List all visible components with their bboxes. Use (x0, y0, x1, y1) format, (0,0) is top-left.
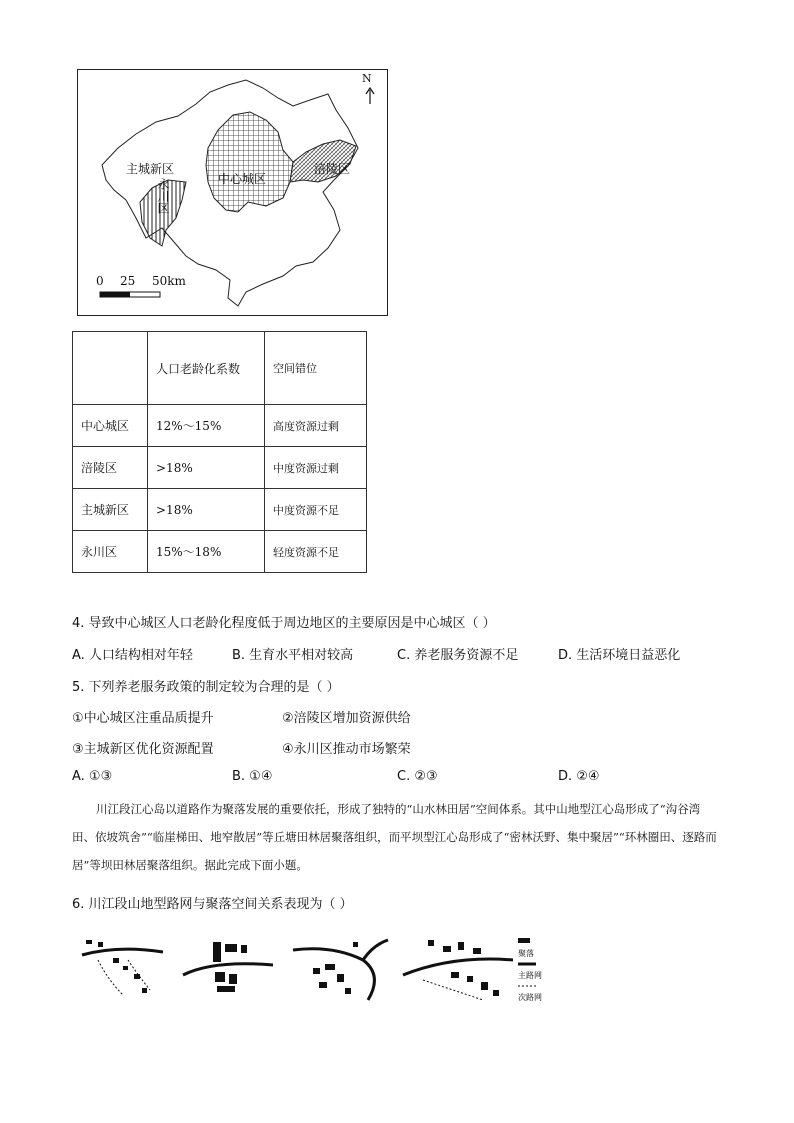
north-label: N (362, 72, 372, 85)
table-header-cell: 空间错位 (265, 332, 367, 405)
scale-end: 50km (152, 274, 186, 288)
table-cell: 中心城区 (73, 405, 148, 447)
table-cell: 主城新区 (73, 489, 148, 531)
table-cell: 15%～18% (148, 531, 265, 573)
q5-item-4: ④永川区推动市场繁荣 (282, 742, 411, 757)
q5-option-d: D. ②④ (558, 769, 600, 784)
q5-item-2: ②涪陵区增加资源供给 (282, 711, 411, 726)
q5-option-c: C. ②③ (397, 769, 438, 784)
yongchuan-label: 永川区 (156, 178, 170, 214)
q5-option-a: A. ①③ (72, 769, 113, 784)
table-cell: 高度资源过剩 (265, 405, 367, 447)
fuling-label: 涪陵区 (314, 162, 351, 176)
q5-stem: 5. 下列养老服务政策的制定较为合理的是（ ） (72, 680, 340, 695)
scale-zero: 0 (96, 274, 104, 288)
table-row (73, 489, 367, 531)
table-cell: 永川区 (73, 531, 148, 573)
table-cell: 轻度资源不足 (265, 531, 367, 573)
table-row (73, 405, 367, 447)
legend (518, 938, 542, 1002)
q5-item-1: ①中心城区注重品质提升 (72, 711, 214, 726)
table-header-row (73, 332, 367, 405)
legend-settlement: 聚落 (518, 949, 534, 958)
table-cell: 12%～15% (148, 405, 265, 447)
diagram-a (82, 940, 163, 995)
passage-text: 川江段江心岛以道路作为聚落发展的重要依托，形成了独特的“山水林田居”空间体系。其中山地型江心岛形成了“沟谷湾田、依坡筑舍”“临崖梯田、地窄散居”等丘塘田林居聚落组织，而平坝型江心岛形成了“密林沃野、集中聚居”“环林圈田、逐路而居”等坝田林居聚落组织。据此完成下面小题。 (72, 802, 717, 872)
q4-option-c: C. 养老服务资源不足 (397, 648, 519, 663)
q6-stem: 6. 川江段山地型路网与聚落空间关系表现为（ ） (72, 897, 353, 912)
zhucheng-label: 主城新区 (126, 162, 175, 176)
table-row (73, 531, 367, 573)
settlement-diagrams (78, 930, 558, 1010)
q5-option-b: B. ①④ (232, 769, 273, 784)
diagram-b (183, 942, 273, 992)
legend-main-road: 主路网 (518, 971, 542, 980)
diagram-d (403, 940, 513, 1000)
q5-item-3: ③主城新区优化资源配置 (72, 742, 214, 757)
table-header-cell (73, 332, 148, 405)
q4-stem: 4. 导致中心城区人口老龄化程度低于周边地区的主要原因是中心城区（ ） (72, 616, 496, 631)
q4-option-b: B. 生育水平相对较高 (232, 648, 354, 663)
q4-option-d: D. 生活环境日益恶化 (558, 648, 681, 663)
table-row (73, 447, 367, 489)
table-header-cell: 人口老龄化系数 (148, 332, 265, 405)
zhongxin-label: 中心城区 (218, 172, 267, 186)
diagram-c (293, 940, 388, 1000)
legend-sub-road: 次路网 (518, 993, 542, 1002)
legend-settlement-swatch (518, 938, 530, 943)
table-cell: >18% (148, 489, 265, 531)
table-cell: 中度资源过剩 (265, 447, 367, 489)
q4-option-a: A. 人口结构相对年轻 (72, 648, 193, 663)
table-cell: 涪陵区 (73, 447, 148, 489)
aging-table (72, 331, 367, 573)
table-cell: >18% (148, 447, 265, 489)
region-map (77, 69, 388, 316)
scale-mid: 25 (120, 274, 136, 288)
table-cell: 中度资源不足 (265, 489, 367, 531)
